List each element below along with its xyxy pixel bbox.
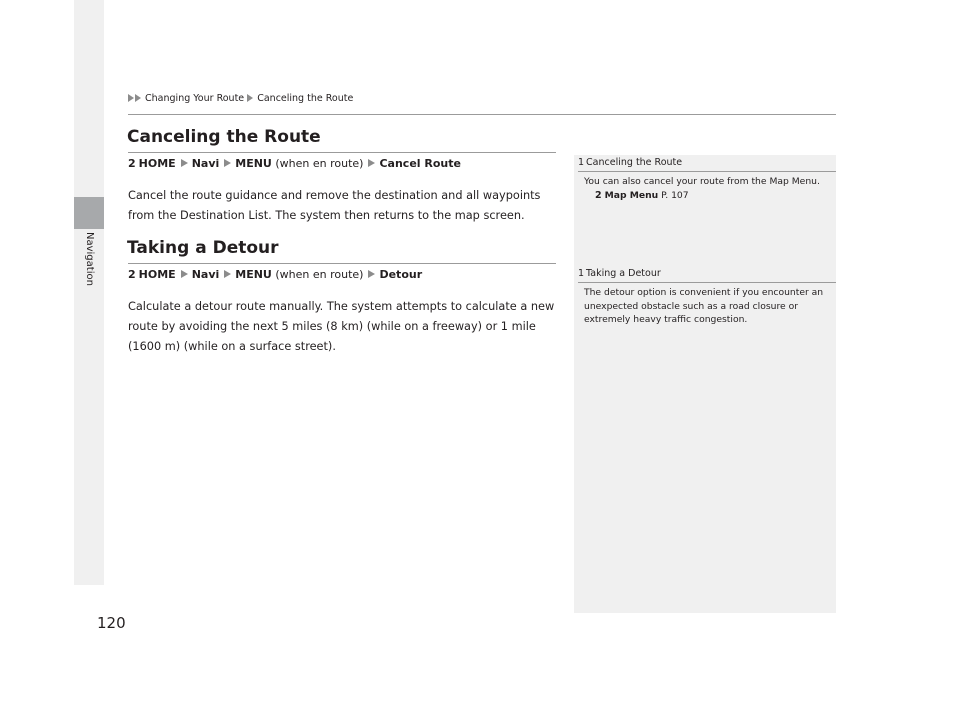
path-step: Navi <box>191 157 220 170</box>
breadcrumb <box>128 93 353 104</box>
path-arrow-icon <box>181 270 188 278</box>
section-title: Taking a Detour <box>127 238 279 258</box>
path-step: Navi <box>191 268 220 281</box>
note-reference[interactable] <box>584 189 832 203</box>
breadcrumb-arrow-icon <box>247 94 253 102</box>
page-number: 120 <box>97 614 126 632</box>
note-text: You can also cancel your route from the Map Menu. <box>584 176 820 187</box>
note-title-text: Taking a Detour <box>586 268 661 279</box>
reference-label: Map Menu <box>604 189 659 201</box>
note-rule <box>578 282 836 283</box>
note-body <box>584 175 832 202</box>
home-icon: 2 <box>128 268 136 281</box>
notes-sidebar <box>574 155 836 613</box>
note-title <box>578 157 682 168</box>
reference-page: P. 107 <box>661 189 689 201</box>
side-tab-marker <box>74 197 104 229</box>
menu-path <box>128 157 461 170</box>
path-arrow-icon <box>224 159 231 167</box>
path-note: (when en route) <box>275 268 364 281</box>
breadcrumb-item[interactable]: Changing Your Route <box>145 93 245 104</box>
path-step: HOME <box>138 268 176 281</box>
side-tab <box>74 0 104 585</box>
path-step: MENU <box>235 268 272 281</box>
section-rule <box>128 263 556 264</box>
path-note: (when en route) <box>275 157 364 170</box>
breadcrumb-item[interactable]: Canceling the Route <box>257 93 354 104</box>
header-rule <box>128 114 836 115</box>
section-body: Calculate a detour route manually. The system attempts to calculate a new route by avoiding the next 5 miles (8 km) (while on a freeway) or 1 mile (1600 m) (while on a surface street). <box>128 300 555 353</box>
path-arrow-icon <box>224 270 231 278</box>
path-step: HOME <box>138 157 176 170</box>
reference-icon: 2 <box>595 189 602 201</box>
path-arrow-icon <box>181 159 188 167</box>
path-step: MENU <box>235 157 272 170</box>
note-title-text: Canceling the Route <box>586 157 683 168</box>
section-body: Cancel the route guidance and remove the destination and all waypoints from the Destination List. The system then returns to the map screen. <box>128 189 541 222</box>
path-arrow-icon <box>368 270 375 278</box>
section-title: Canceling the Route <box>127 127 321 147</box>
home-icon: 2 <box>128 157 136 170</box>
breadcrumb-arrow-icon <box>135 94 141 102</box>
breadcrumb-arrow-icon <box>128 94 134 102</box>
menu-path <box>128 268 422 281</box>
path-step: Detour <box>379 268 423 281</box>
section-rule <box>128 152 556 153</box>
path-arrow-icon <box>368 159 375 167</box>
side-tab-label: Navigation <box>84 232 95 286</box>
path-step: Cancel Route <box>379 157 461 170</box>
note-rule <box>578 171 836 172</box>
note-text: The detour option is convenient if you encounter an unexpected obstacle such as a road closure or extremely heavy traffic congestion. <box>584 287 824 325</box>
note-icon: 1 <box>578 157 585 168</box>
note-icon: 1 <box>578 268 585 279</box>
note-title <box>578 268 661 279</box>
